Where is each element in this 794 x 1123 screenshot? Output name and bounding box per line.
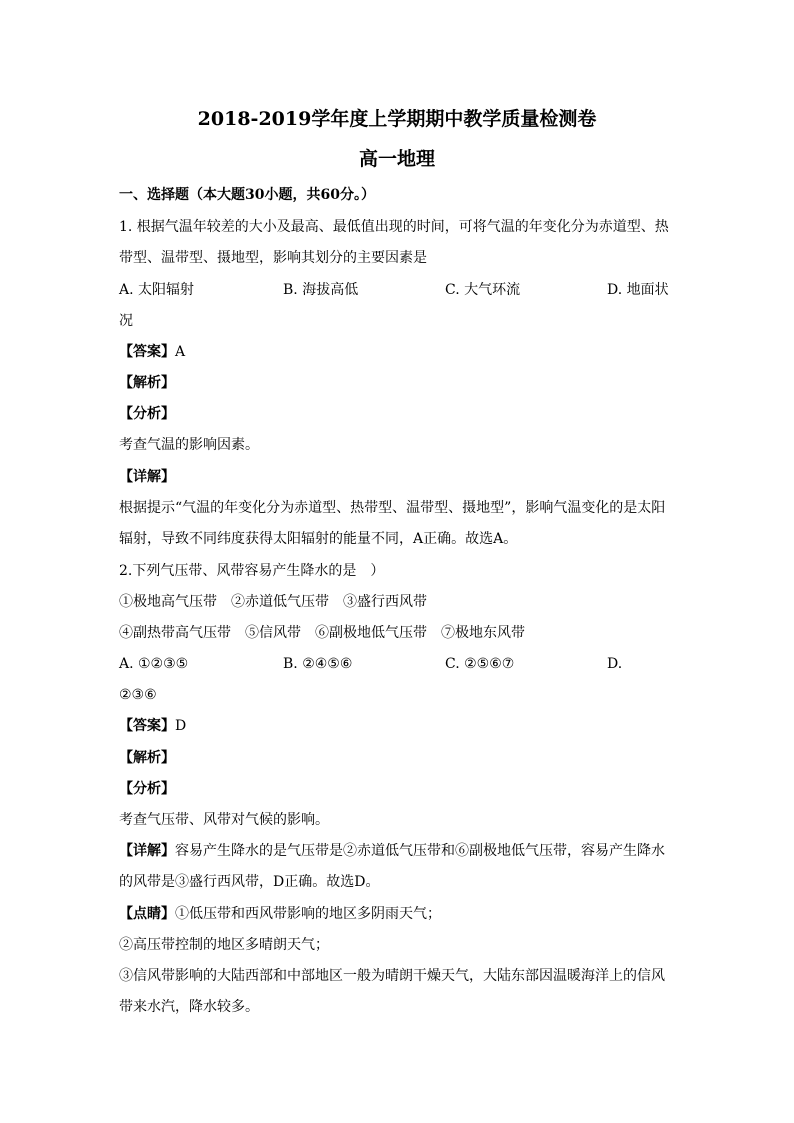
detail-label: 【详解】 [119,843,175,859]
q1-option-wrap: 况 [119,313,133,329]
q2-answer [119,717,679,735]
q1-option-b: B. 海拔高低 [283,282,359,298]
q2-option-a: A. ①②③⑤ [119,656,189,672]
q2-fenxi-label: 【分析】 [119,781,175,797]
q2-detail-line2: 的风带是③盛行西风带，D正确。故选D。 [119,874,380,890]
answer-value: A [175,344,186,360]
q1-stem-line2: 带型、温带型、摄地型，影响其划分的主要因素是 [119,250,427,266]
q1-option-c: C. 大气环流 [445,282,521,298]
q2-items-line2: ④副热带高气压带 ⑤信风带 ⑥副极地低气压带 ⑦极地东风带 [119,625,525,641]
subject-title: 高一地理 [358,148,435,170]
q1-answer [119,343,679,361]
exam-title: 2018-2019学年度上学期期中教学质量检测卷 [197,108,597,130]
answer-label: 【答案】 [119,718,175,734]
q1-detail-label: 【详解】 [119,469,175,485]
q2-dianjing-line3: ③信风带影响的大陆西部和中部地区一般为晴朗干燥天气，大陆东部因温暖海洋上的信风 [119,968,665,984]
detail-text: 容易产生降水的是气压带是②赤道低气压带和⑥副极地低气压带，容易产生降水 [175,843,665,859]
q2-dianjing-line2: ②高压带控制的地区多晴朗天气； [119,937,329,953]
q2-items-line1: ①极地高气压带 ②赤道低气压带 ③盛行西风带 [119,594,427,610]
q2-detail [119,842,679,860]
q1-detail-line2: 辐射，导致不同纬度获得太阳辐射的能量不同，A正确。故选A。 [119,531,518,547]
q2-option-d: D. [607,656,623,672]
q1-option-d: D. 地面状 [607,282,669,298]
q2-option-b: B. ②④⑤⑥ [283,656,353,672]
q1-analysis-label: 【解析】 [119,375,175,391]
q2-dianjing-line4: 带来水汽，降水较多。 [119,999,259,1015]
q2-analysis-label: 【解析】 [119,750,175,766]
dianjing-label: 【点睛】 [119,906,175,922]
answer-value: D [175,718,187,734]
q1-option-a: A. 太阳辐射 [119,282,195,298]
section-heading: 一、选择题（本大题30小题，共60分。） [119,187,375,203]
q2-dianjing [119,905,679,923]
dianjing-text: ①低压带和西风带影响的地区多阴雨天气； [175,906,441,922]
q2-option-c: C. ②⑤⑥⑦ [445,656,515,672]
q1-fenxi-label: 【分析】 [119,406,175,422]
q1-detail-line1: 根据提示“气温的年变化分为赤道型、热带型、温带型、摄地型”，影响气温变化的是太阳 [119,500,666,516]
q2-stem: 2.下列气压带、风带容易产生降水的是 ） [119,563,385,579]
q2-fenxi-text: 考查气压带、风带对气候的影响。 [119,812,329,828]
answer-label: 【答案】 [119,344,175,360]
q2-option-wrap: ②③⑥ [119,687,157,703]
q1-stem-line1: 1. 根据气温年较差的大小及最高、最低值出现的时间，可将气温的年变化分为赤道型、热 [119,219,669,235]
q1-fenxi-text: 考查气温的影响因素。 [119,437,259,453]
